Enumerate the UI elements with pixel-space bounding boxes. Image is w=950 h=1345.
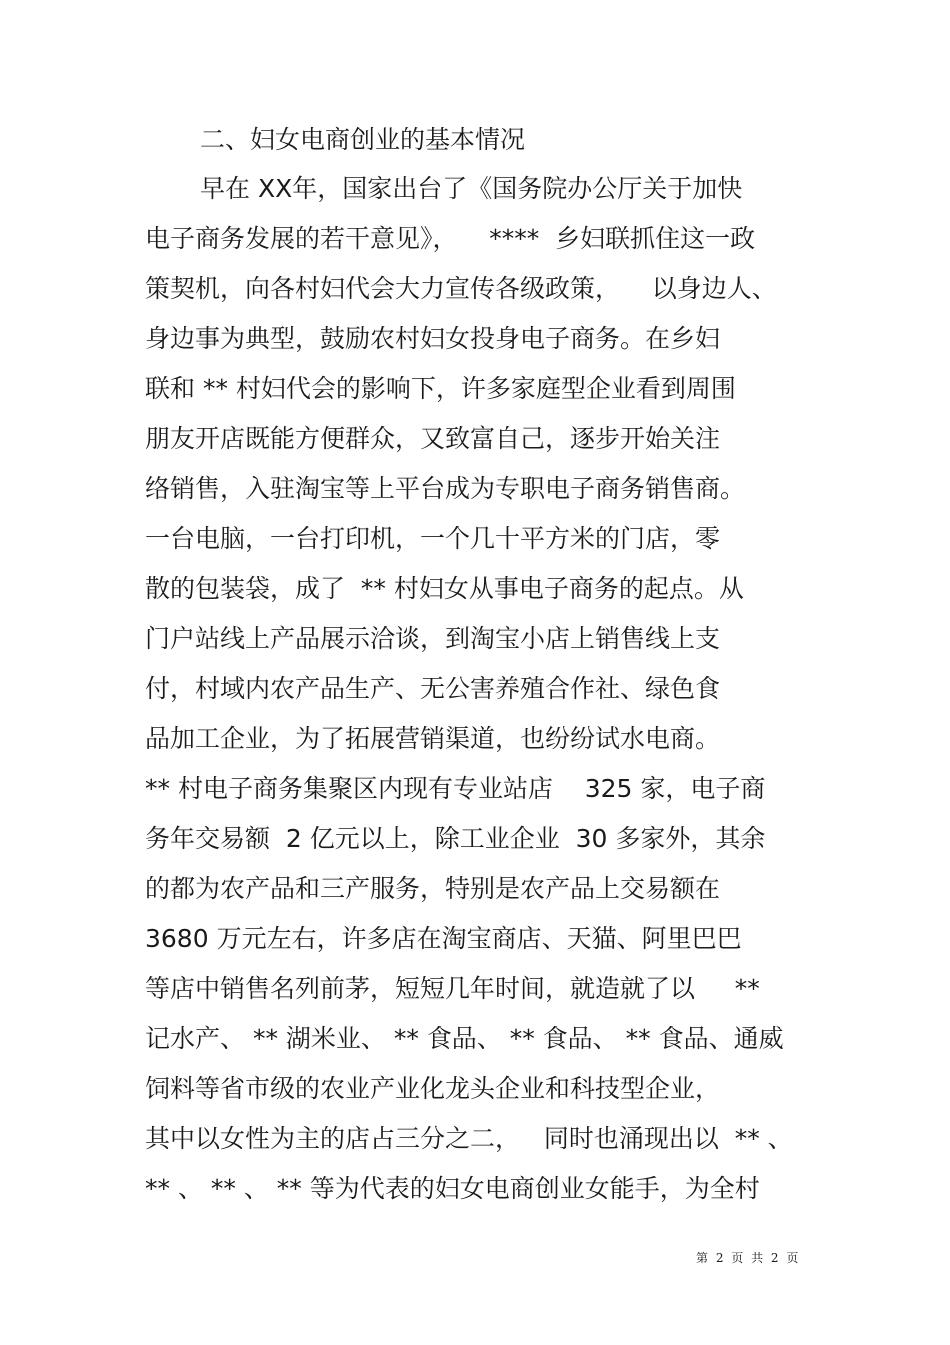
- paragraph-line: 联和 ** 村妇代会的影响下，许多家庭型企业看到周围: [145, 374, 736, 403]
- paragraph-line: 络销售，入驻淘宝等上平台成为专职电子商务销售商。: [145, 474, 746, 503]
- paragraph-line: 朋友开店既能方便群众，又致富自己，逐步开始关注: [145, 424, 721, 453]
- paragraph-line: 的都为农产品和三产服务，特别是农产品上交易额在: [145, 874, 721, 903]
- paragraph-line: 早在 XX年，国家出台了《国务院办公厅关于加快: [200, 174, 743, 203]
- paragraph-line: ** 、 ** 、 ** 等为代表的妇女电商创业女能手，为全村: [145, 1174, 760, 1203]
- paragraph-line: ** 村电子商务集聚区内现有专业站店 325 家，电子商: [145, 774, 766, 803]
- paragraph-line: 散的包装袋，成了 ** 村妇女从事电子商务的起点。从: [145, 574, 744, 603]
- paragraph-line: 等店中销售名列前茅，短短几年时间，就造就了以 **: [145, 974, 760, 1003]
- paragraph-line: 付，村域内农产品生产、无公害养殖合作社、绿色食: [145, 674, 721, 703]
- section-heading: 二、妇女电商创业的基本情况: [200, 125, 526, 154]
- paragraph-line: 务年交易额 2 亿元以上，除工业企业 30 多家外，其余: [145, 824, 766, 853]
- paragraph-line: 策契机，向各村妇代会大力宣传各级政策， 以身边人、: [145, 274, 777, 303]
- page-number-footer: 第 2 页 共 2 页: [696, 1251, 801, 1265]
- paragraph-line: 饲料等省市级的农业产业化龙头企业和科技型企业，: [145, 1074, 721, 1103]
- paragraph-line: 门户站线上产品展示洽谈，到淘宝小店上销售线上支: [145, 624, 721, 653]
- paragraph-line: 其中以女性为主的店占三分之二， 同时也涌现出以 ** 、: [145, 1124, 793, 1153]
- paragraph-line: 3680 万元左右，许多店在淘宝商店、天猫、阿里巴巴: [145, 924, 742, 953]
- paragraph-line: 品加工企业，为了拓展营销渠道，也纷纷试水电商。: [145, 724, 721, 753]
- paragraph-line: 一台电脑，一台打印机，一个几十平方米的门店，零: [145, 524, 721, 553]
- paragraph-line: 身边事为典型，鼓励农村妇女投身电子商务。在乡妇: [145, 324, 721, 353]
- paragraph-line: 记水产、 ** 湖米业、 ** 食品、 ** 食品、 ** 食品、通威: [145, 1024, 784, 1053]
- paragraph-line: 电子商务发展的若干意见》， **** 乡妇联抓住这一政: [145, 224, 756, 253]
